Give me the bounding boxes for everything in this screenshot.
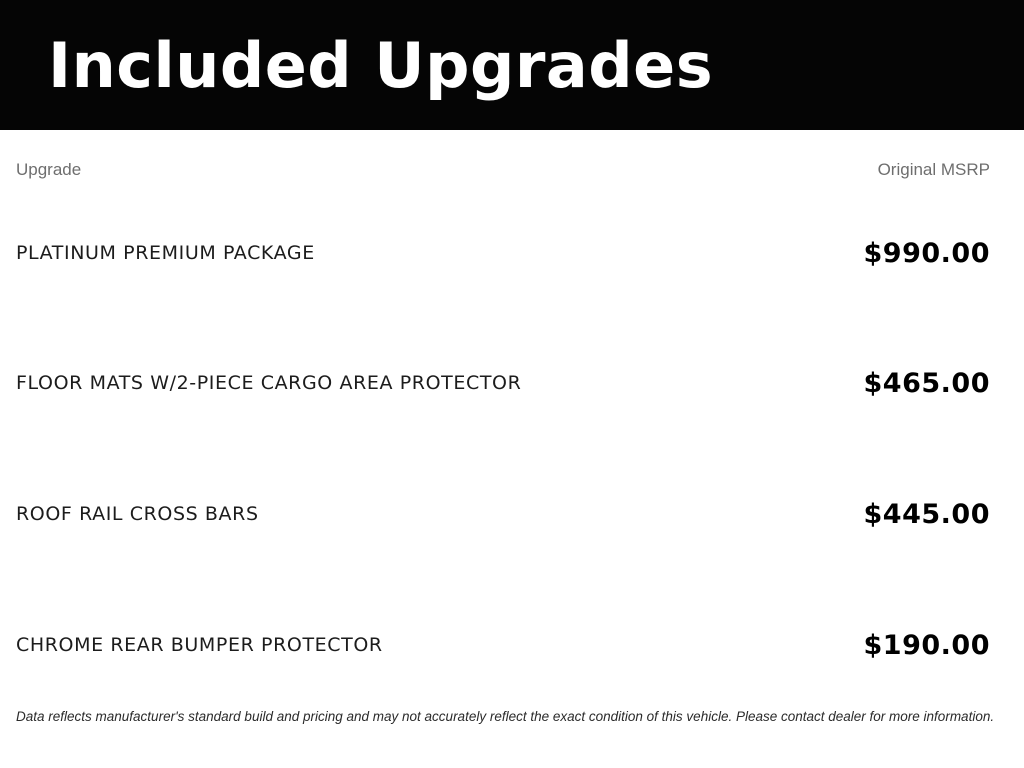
upgrade-name: ROOF RAIL CROSS BARS bbox=[16, 503, 259, 525]
upgrade-price: $465.00 bbox=[863, 367, 990, 399]
page-title: Included Upgrades bbox=[48, 28, 714, 102]
table-column-headers bbox=[16, 160, 990, 180]
upgrade-name: CHROME REAR BUMPER PROTECTOR bbox=[16, 634, 383, 656]
table-row bbox=[16, 363, 990, 403]
page-header-banner bbox=[0, 0, 1024, 130]
disclaimer-text: Data reflects manufacturer's standard build and pricing and may not accurately reflect the exact condition of this vehicle. Please contact dealer for more information. bbox=[16, 709, 995, 724]
table-row bbox=[16, 494, 990, 534]
upgrade-price: $445.00 bbox=[863, 498, 990, 530]
upgrade-name: FLOOR MATS W/2-PIECE CARGO AREA PROTECTOR bbox=[16, 372, 522, 394]
column-header-original-msrp: Original MSRP bbox=[877, 160, 990, 179]
upgrade-name: PLATINUM PREMIUM PACKAGE bbox=[16, 242, 315, 264]
upgrade-price: $990.00 bbox=[863, 237, 990, 269]
upgrade-price: $190.00 bbox=[863, 629, 990, 661]
column-header-upgrade: Upgrade bbox=[16, 160, 82, 179]
table-row bbox=[16, 625, 990, 665]
table-row bbox=[16, 233, 990, 273]
